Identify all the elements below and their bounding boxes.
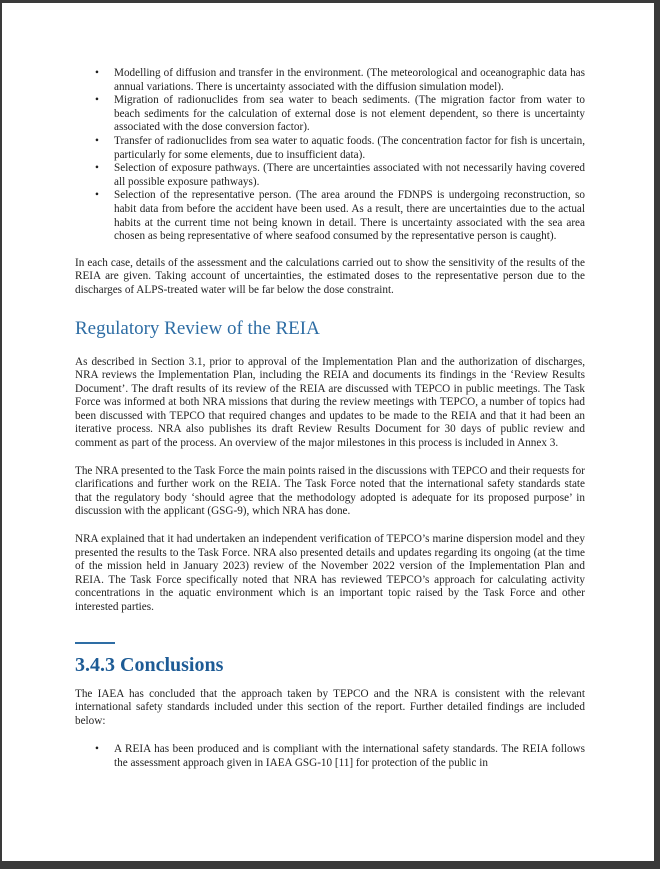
bullet-icon: • — [95, 67, 99, 79]
list-item-text: A REIA has been produced and is compliant with the international safety standards. The REIA follows the assessment approach given in IAEA GSG-10 [11] for protection of the public in — [114, 743, 585, 769]
list-item-text: Modelling of diffusion and transfer in the environment. (The meteorological and oceanographic data has annual variations. There is uncertainty associated with the diffusion simulation model). — [114, 67, 585, 93]
bullet-icon: • — [95, 134, 99, 147]
list-item — [75, 94, 585, 135]
list-item — [75, 189, 585, 243]
list-item-text: Transfer of radionuclides from sea water to aquatic foods. (The concentration factor for fish is uncertain, particularly for some elements, due to insufficient data). — [114, 134, 585, 161]
bullet-icon: • — [95, 189, 99, 202]
page-content — [75, 67, 585, 771]
list-item — [75, 743, 585, 770]
heading-rule-divider — [75, 642, 115, 644]
summary-paragraph: In each case, details of the assessment and the calculations carried out to show the sensitivity of the results of the REIA are given. Taking account of uncertainties, the estimated doses to the representative person due to the discharges of ALPS-treated water will be far below the dose constraint. — [75, 256, 585, 296]
uncertainty-bullet-list — [75, 67, 585, 244]
section-heading-regulatory-review: Regulatory Review of the REIA — [75, 317, 320, 339]
bullet-icon: • — [95, 743, 99, 756]
findings-bullet-list — [75, 743, 585, 770]
list-item-text: Selection of the representative person. (The area around the FDNPS is undergoing reconstruction, so habit data from before the accident have been used. As a result, there are uncertainties due to the actual habits at the current time not being known in detail. There is uncertainty associated with the sea area chosen as being representative of where seafood consumed by the representative person is caught). — [114, 189, 585, 243]
section-heading-conclusions: 3.4.3 Conclusions — [75, 653, 224, 676]
conclusions-intro-paragraph: The IAEA has concluded that the approach taken by TEPCO and the NRA is consistent with the relevant international safety standards included under this section of the report. Further detailed findings are included below: — [75, 687, 585, 727]
list-item — [75, 162, 585, 189]
regulatory-paragraph: As described in Section 3.1, prior to approval of the Implementation Plan and the authorization of discharges, NRA reviews the Implementation Plan, including the REIA and documents its findings in the ‘Review Results Document’. The draft results of its review of the REIA are discussed with TEPCO in public meetings. The Task Force was informed at both NRA missions that during the review meetings with TEPCO, a number of topics had been discussed with TEPCO that required changes and updates to be made to the REIA and that it had been an iterative process. NRA also publishes its draft Review Results Document for 30 days of public review and comment as part of the process. An overview of the major milestones in this process is included in Annex 3. — [75, 355, 585, 450]
bullet-icon: • — [95, 94, 99, 107]
list-item — [75, 135, 585, 162]
list-item — [75, 67, 585, 94]
document-page — [2, 3, 654, 861]
bullet-icon: • — [95, 162, 99, 175]
list-item-text: Migration of radionuclides from sea water to beach sediments. (The migration factor from water to beach sediments for the calculation of external dose is not element dependent, so there is uncertainty associated with the dose conversion factor). — [114, 94, 585, 134]
list-item-text: Selection of exposure pathways. (There are uncertainties associated with not necessarily having covered all possible exposure pathways). — [114, 162, 585, 188]
regulatory-paragraph: The NRA presented to the Task Force the main points raised in the discussions with TEPCO and their requests for clarifications and further work on the REIA. The Task Force noted that the international safety standards state that the regulatory body ‘should agree that the methodology adopted is adequate for its proposed purpose’ in discussion with the applicant (GSG-9), which NRA has done. — [75, 464, 585, 518]
regulatory-paragraph: NRA explained that it had undertaken an independent verification of TEPCO’s marine dispersion model and they presented the results to the Task Force. NRA also presented details and updates regarding its ongoing (at the time of the mission held in January 2023) review of the November 2022 version of the Implementation Plan and REIA. The Task Force specifically noted that NRA has reviewed TEPCO’s approach for calculating activity concentrations in the aquatic environment which is an important topic raised by the Task Force and other interested parties. — [75, 533, 585, 613]
